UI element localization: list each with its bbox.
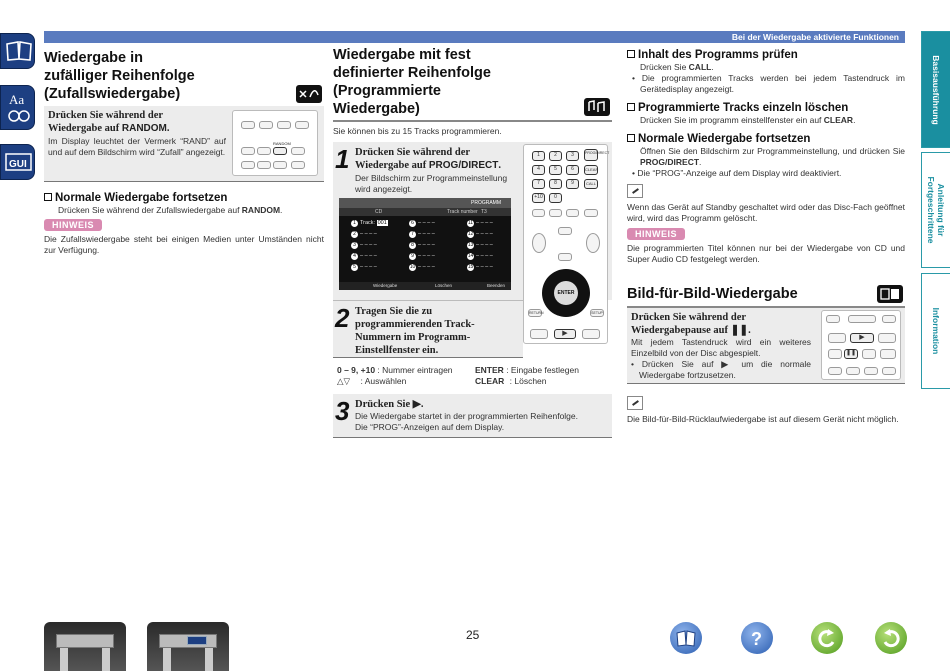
frame-mode-icon: [877, 285, 903, 303]
random-title: Wiedergabe in zufälliger Reihenfolge (Zufallswiedergabe): [44, 50, 195, 102]
svg-text:Aa: Aa: [9, 92, 25, 107]
question-icon: [741, 622, 773, 654]
aa-speaker-icon[interactable]: [0, 85, 35, 130]
program-hinweis-text: Die programmierten Titel können nur bei der Wiedergabe von CD und Super Audio CD festgelegt werden.: [627, 243, 905, 264]
random-resume-text: Drücken Sie während der Zufallswiedergabe auf RANDOM.: [58, 205, 283, 215]
frame-by-frame-section: [627, 285, 905, 308]
program-intro: Sie können bis zu 15 Tracks programmieren.: [333, 126, 502, 136]
section-title: Bei der Wiedergabe aktivierte Funktionen: [731, 32, 899, 42]
page-number: 25: [466, 628, 480, 642]
help-button[interactable]: [741, 622, 773, 654]
section-header-bar: [44, 31, 905, 43]
random-resume-section: [44, 191, 324, 256]
frame-note: Die Bild-für-Bild-Rücklaufwiedergabe ist auf diesem Gerät nicht möglich.: [627, 414, 899, 424]
program-step3-box: 3 Drücken Sie ▶. Die Wiedergabe startet in der programmierten Reihenfolge. Die “PROG”-Anzeigen auf dem Display.: [333, 394, 612, 438]
tab-basisausfuehrung[interactable]: Basisausführung: [921, 31, 950, 148]
step-number: 2: [335, 303, 350, 333]
delete-tracks-title: Programmierte Tracks einzeln löschen: [627, 101, 905, 115]
forward-arrow-icon: [875, 622, 907, 654]
book-button[interactable]: [670, 622, 702, 654]
gui-icon[interactable]: [0, 144, 35, 180]
cursor-pad: ENTER: [542, 269, 590, 317]
tab-information[interactable]: Information: [921, 273, 950, 389]
random-mode-icon: [296, 85, 322, 103]
column-random: [44, 49, 324, 108]
column-program-functions: Inhalt des Programms prüfen Drücken Sie CALL. • Die programmierten Tracks werden bei jedem Tastendruck im Gerätedisplay angezeigt. Programmierte Tracks einzeln löschen Drücken Sie im programm einstellfenster ein auf CLEAR. Normale Wiedergabe fortsetzen Öffnen Sie den Bildschirm zur Programmeinstellung, und drücken Sie PROG/DIRECT. • Die “PROG”-Anzeige auf dem Display wird deaktiviert. Wenn das Gerät auf Standby geschaltet wird oder das Disc-Fach geöffnet wird, wird das Programm gelöscht. HINWEIS Die programmierten Titel können nur bei der Wiedergabe von CD und Super Audio CD festgelegt werden.: [627, 49, 906, 264]
hinweis-badge: HINWEIS: [44, 219, 102, 231]
back-button[interactable]: [811, 622, 843, 654]
remote-illustration-program: 1 2 3 PROG/DIRECT 4 5 6 CLEAR 7 8 9 CALL +10 0 ENTER RETURN SETUP ▶: [523, 144, 608, 344]
pause-key: ❚❚: [730, 325, 749, 336]
svg-text:?: ?: [751, 629, 762, 649]
book-icon: [670, 622, 702, 654]
hinweis-badge: HINWEIS: [627, 228, 685, 240]
book-icon[interactable]: [0, 33, 35, 69]
tab-fortgeschrittene[interactable]: Anleitung für Fortgeschrittene: [921, 152, 950, 268]
remote-illustration-random: RANDOM: [232, 110, 318, 176]
step1-line1: Drücken Sie während der: [355, 147, 471, 158]
random-instruction-line1: Drücken Sie während der: [48, 110, 164, 121]
check-program-title: Inhalt des Programms prüfen: [627, 48, 905, 62]
step1-body: Der Bildschirm zur Programmeinstellung wird angezeigt.: [355, 173, 508, 194]
prog-direct-key: PROG/DIRECT: [428, 160, 499, 171]
back-arrow-icon: [811, 622, 843, 654]
random-instruction-body: Im Display leuchtet der Vermerk “RAND” auf und auf dem Bildschirm wird “Zufall” angezeigt.: [48, 136, 226, 157]
standby-note: Wenn das Gerät auf Standby geschaltet wird oder das Disc-Fach geöffnet wird, wird das Programm gelöscht.: [627, 202, 905, 223]
random-resume-title: Normale Wiedergabe fortsetzen: [44, 191, 324, 205]
remote-illustration-frame: ▶ ❚❚: [821, 310, 901, 380]
svg-text:GUI: GUI: [9, 159, 27, 170]
program-mode-icon: [584, 98, 610, 116]
program-screen: PROGRAMM CD Track number T3 1 Track: 001 2 – – – – 3 – – – – 4 – – – – 5 – – – – 6 – – – – 7 – – – – 8 – – – – 9 – – – – 10 – – – – 11 – – – – 12 – – – – 13 – – – – 14 – – – – 15 – – – – Wiedergabe Löschen Beenden: [339, 198, 511, 290]
frame-by-frame-title: Bild-für-Bild-Wiedergabe: [627, 286, 798, 302]
step-number: 3: [335, 396, 350, 426]
random-key: RANDOM: [121, 123, 167, 134]
note-icon: [627, 184, 643, 198]
program-step1-box: 1 Drücken Sie während der Wiedergabe auf PROG/DIRECT. Der Bildschirm zur Programmeinstellung wird angezeigt. PROGRAMM CD Track number T3 1 Track: 001 2 – – – – 3 – – – – 4 – – – – 5 – – – – 6 – – – – 7 – – – – 8 – – – – 9 – – – – 10 – – – – 11 – – – – 12 – – – – 13 – – – – 14 – – – – 15 – – – – Wiedergabe Löschen Beenden 1 2 3 PROG/DIRECT 4 5 6 CLEAR 7 8 9 CALL +10 0 ENTER RETURN SETUP ▶: [333, 142, 612, 300]
title-rule: [333, 120, 612, 122]
program-step2-box: 2 Tragen Sie die zu programmierenden Track- Nummern im Programm- Einstellfenster ein.: [333, 300, 523, 358]
device-thumbnail-front[interactable]: [44, 622, 126, 671]
program-title: Wiedergabe mit fest definierter Reihenfolge (Programmierte Wiedergabe): [333, 47, 491, 117]
frame-note-section: [627, 396, 905, 425]
note-icon: [627, 396, 643, 410]
device-thumbnail-display[interactable]: [147, 622, 229, 671]
column-program: [333, 46, 612, 137]
frame-instruction-box: Drücken Sie während der Wiedergabepause auf ❚❚. Mit jedem Tastendruck wird ein weiteres Einzelbild von der Disc abgespielt. • Drücken Sie auf ▶ um die normale Wiedergabe fortzusetzen. ▶ ❚❚: [627, 308, 905, 384]
random-hinweis-text: Die Zufallswiedergabe steht bei einigen Medien unter Umständen nicht zur Verfügung.: [44, 234, 324, 255]
resume-normal-title: Normale Wiedergabe fortsetzen: [627, 132, 905, 146]
forward-button[interactable]: [875, 622, 907, 654]
random-instruction-box: Drücken Sie während der Wiedergabe auf RANDOM. Im Display leuchtet der Vermerk “RAND” auf und auf dem Bildschirm wird “Zufall” angezeigt. RANDOM: [44, 106, 324, 182]
step-number: 1: [335, 144, 350, 174]
